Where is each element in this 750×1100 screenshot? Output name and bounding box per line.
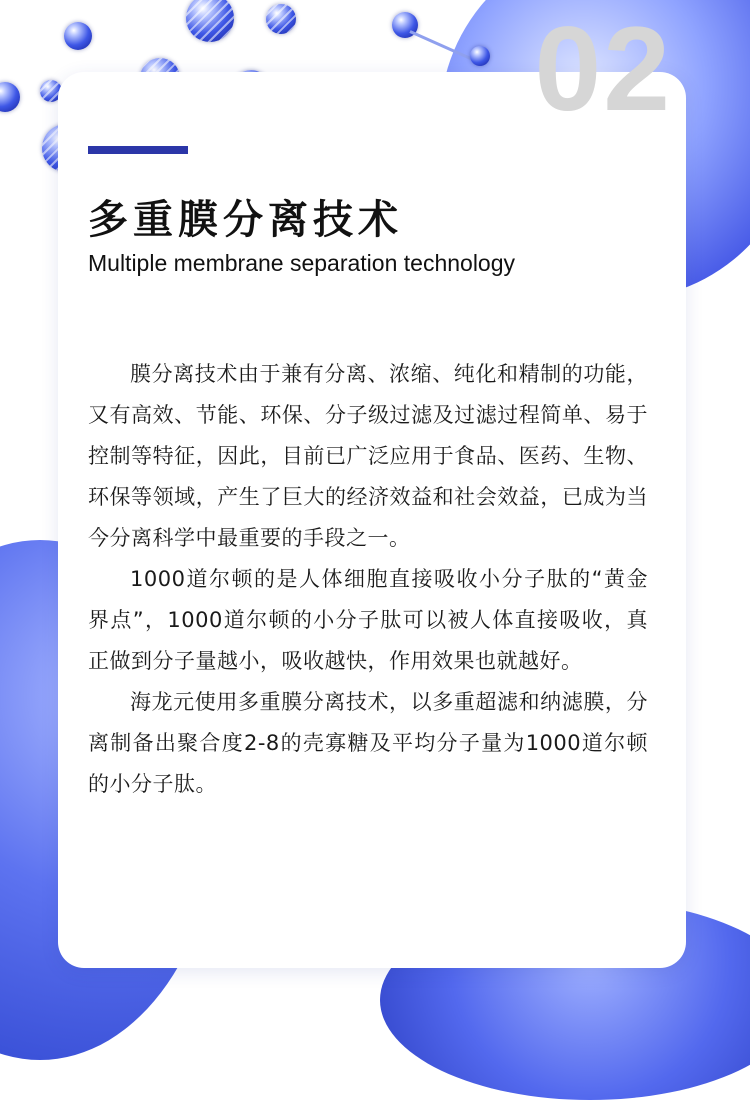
- molecule-sphere-icon: [0, 82, 20, 112]
- molecule-sphere-icon: [64, 22, 92, 50]
- paragraph-2: 1000道尔顿的是人体细胞直接吸收小分子肽的“黄金界点”，1000道尔顿的小分子肽可以被人体直接吸收，真正做到分子量越小，吸收越快，作用效果也就越好。: [88, 567, 648, 673]
- section-title: 多重膜分离技术: [88, 197, 403, 243]
- accent-bar: [88, 146, 188, 154]
- molecule-sphere-icon: [470, 46, 490, 66]
- section-number: 02: [534, 2, 672, 136]
- body-text: [88, 354, 648, 805]
- paragraph-1: 膜分离技术由于兼有分离、浓缩、纯化和精制的功能，又有高效、节能、环保、分子级过滤及过滤过程简单、易于控制等特征，因此，目前已广泛应用于食品、医药、生物、环保等领域，产生了巨大的经济效益和社会效益，已成为当今分离科学中最重要的手段之一。: [88, 362, 648, 550]
- paragraph-3: 海龙元使用多重膜分离技术，以多重超滤和纳滤膜，分离制备出聚合度2-8的壳寡糖及平均分子量为1000道尔顿的小分子肽。: [88, 690, 648, 796]
- section-subtitle: Multiple membrane separation technology: [88, 250, 516, 276]
- molecule-sphere-icon: [266, 4, 296, 34]
- molecule-sphere-icon: [186, 0, 234, 42]
